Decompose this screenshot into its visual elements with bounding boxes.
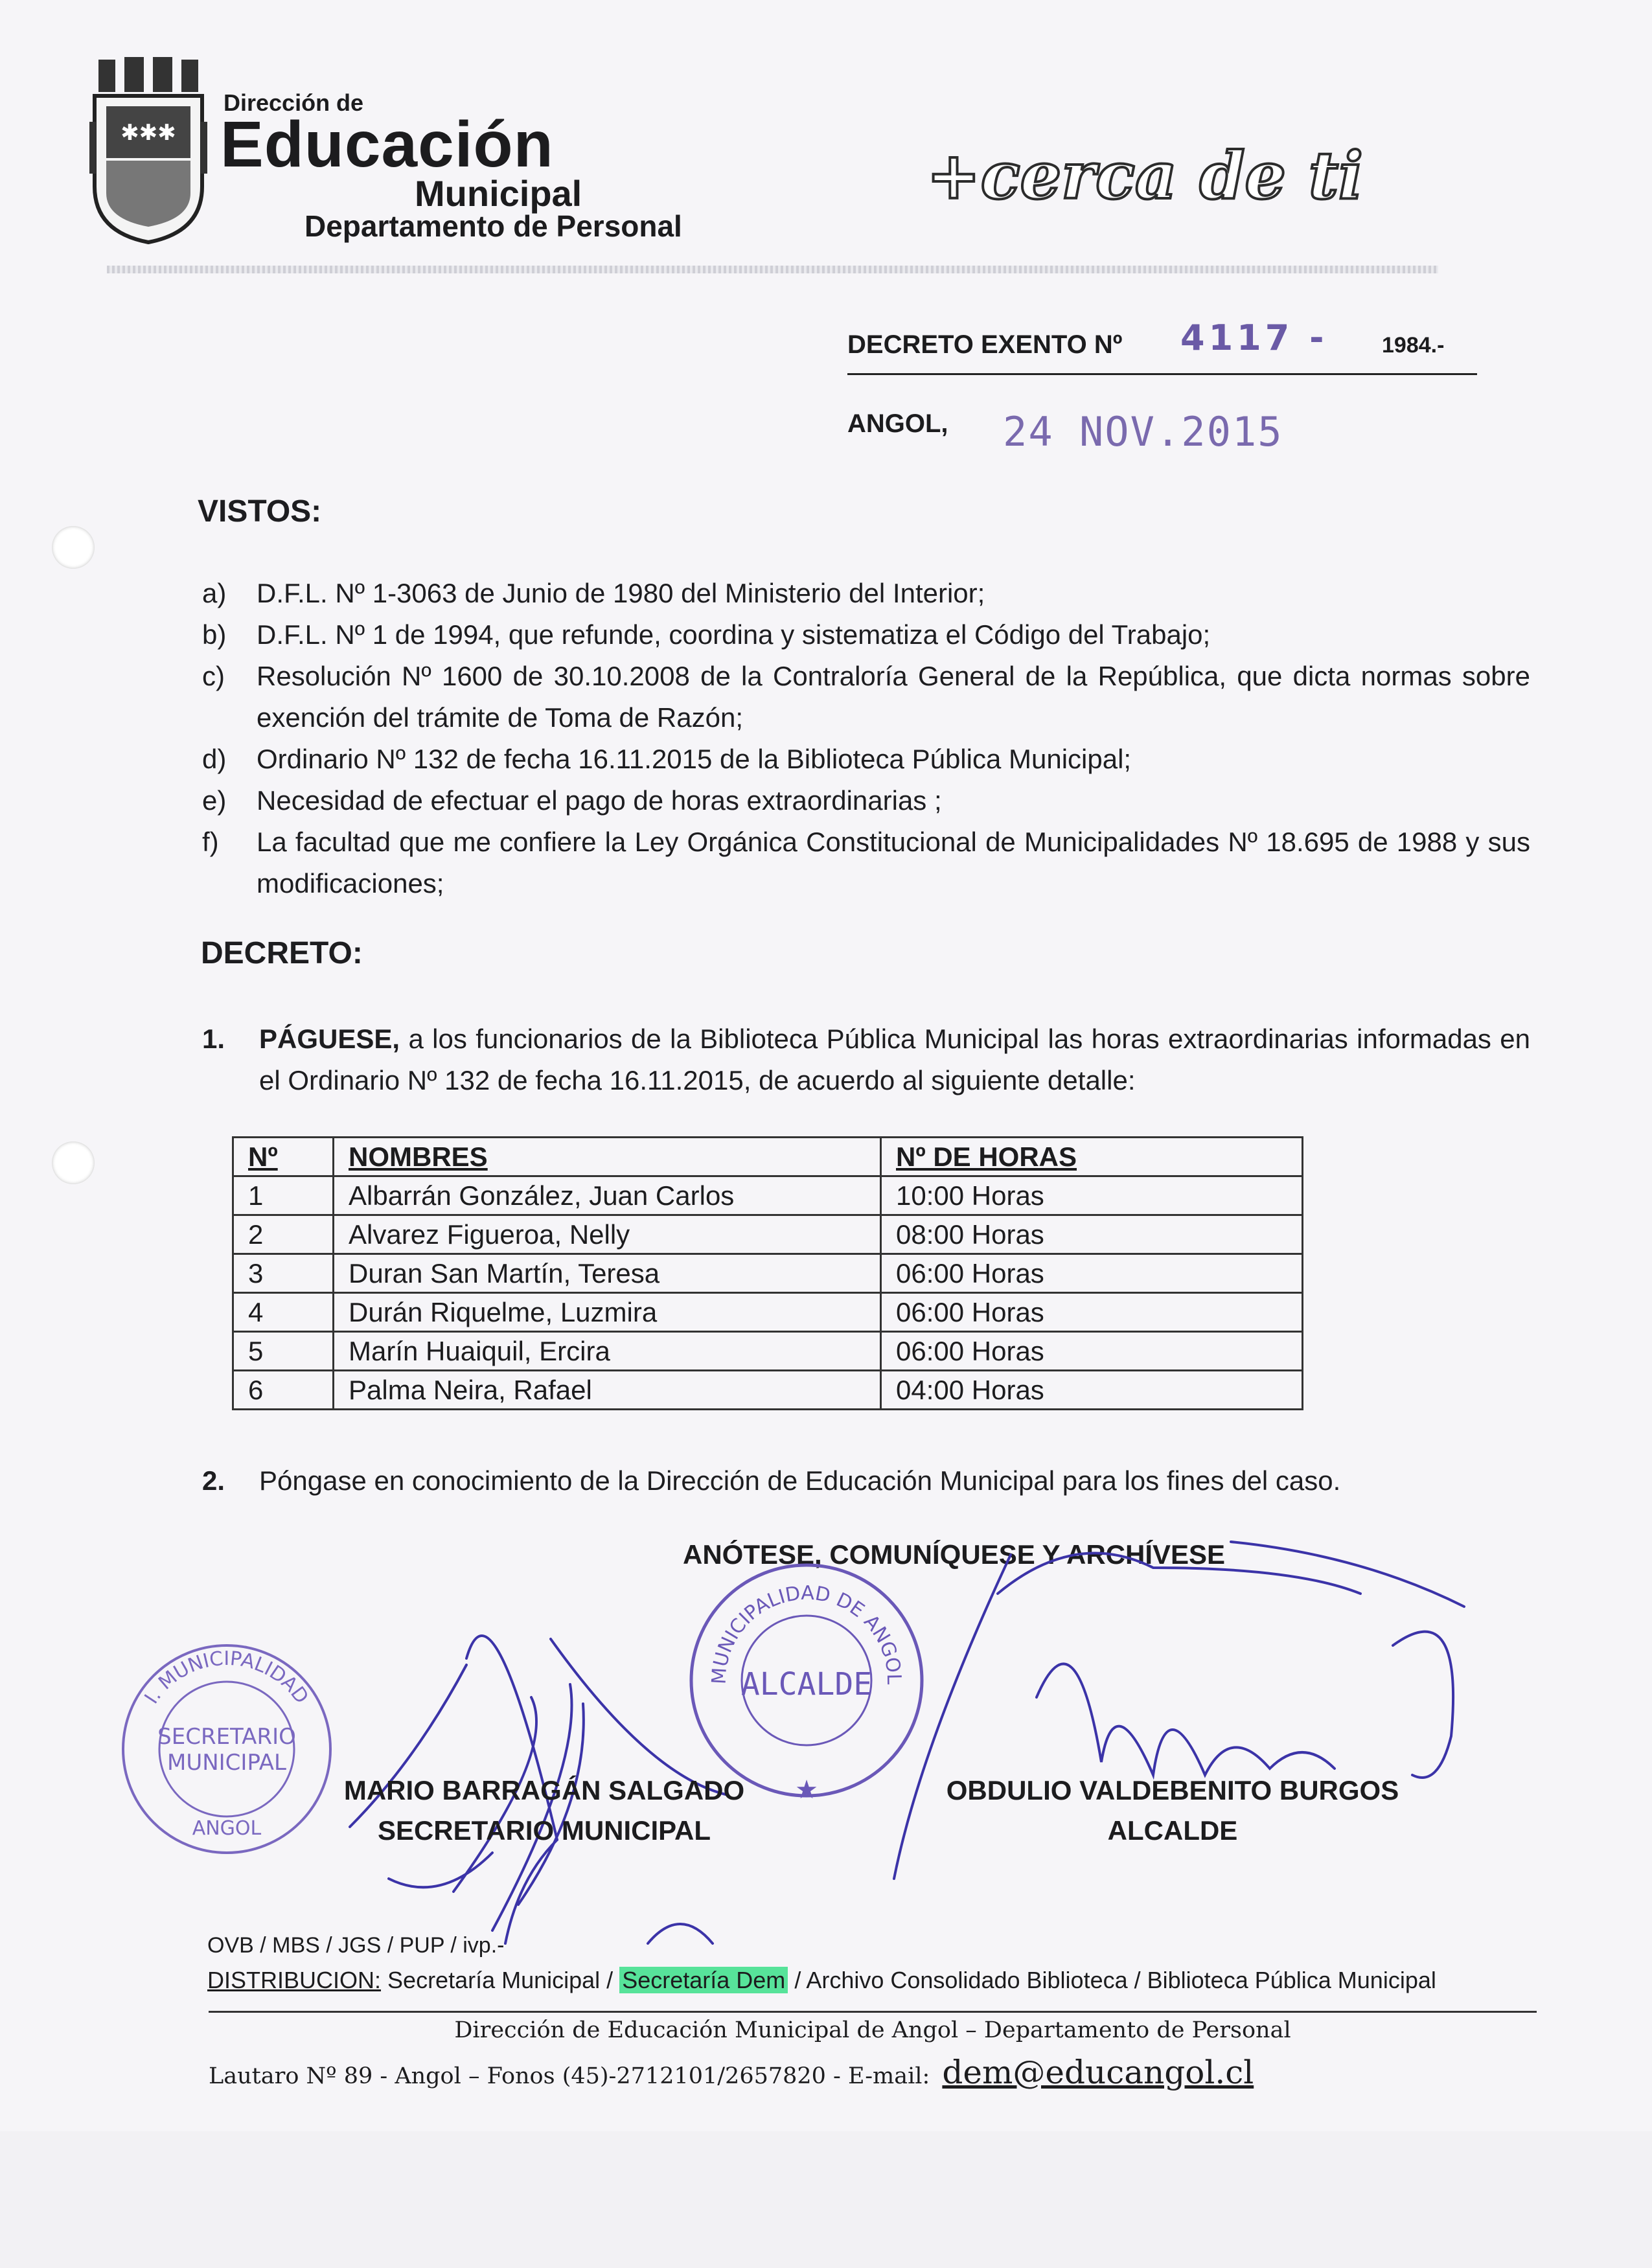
item-text: Ordinario Nº 132 de fecha 16.11.2015 de la Biblioteca Pública Municipal; (257, 744, 1132, 774)
punch-hole (52, 1141, 95, 1184)
table-row (233, 1176, 1303, 1215)
closing-formula: ANÓTESE, COMUNÍQUESE Y ARCHÍVESE (683, 1539, 1226, 1570)
responsible-initials: OVB / MBS / JGS / PUP / ivp.- (207, 1933, 505, 1958)
table-row (233, 1254, 1303, 1293)
distribution-text: / Archivo Consolidado Biblioteca / Biblioteca Pública Municipal (794, 1967, 1436, 1993)
table-row (233, 1332, 1303, 1371)
table-cell: 6 (233, 1371, 334, 1410)
table-cell: Albarrán González, Juan Carlos (334, 1176, 881, 1215)
item-letter: e) (202, 785, 227, 816)
table-cell: 10:00 Horas (881, 1176, 1303, 1215)
mayor-title: ALCALDE (1107, 1815, 1238, 1846)
decreto-item-1 (202, 1018, 1530, 1101)
seal-center-line: MUNICIPAL (167, 1750, 286, 1776)
decree-year: 1984.- (1382, 333, 1445, 358)
item-keyword: PÁGUESE, (259, 1024, 400, 1054)
municipal-crest-logo (89, 57, 207, 245)
seal-ring-text: I. MUNICIPALIDAD (140, 1647, 313, 1708)
seal-ring-text: MUNICIPALIDAD DE ANGOL (707, 1581, 906, 1685)
table-cell: Marín Huaiquil, Ercira (334, 1332, 881, 1371)
table-header-row (233, 1138, 1303, 1176)
table-row (233, 1371, 1303, 1410)
secretary-title: SECRETARIO MUNICIPAL (377, 1815, 711, 1846)
table-row (233, 1215, 1303, 1254)
header-line-direccion: Dirección de (224, 89, 364, 116)
item-text: Necesidad de efectuar el pago de horas extraordinarias ; (257, 785, 942, 816)
item-number: 1. (202, 1024, 225, 1054)
column-header: NOMBRES (334, 1138, 881, 1176)
item-letter: d) (202, 744, 227, 774)
list-item (202, 614, 1530, 656)
vistos-heading: VISTOS: (198, 494, 322, 529)
item-letter: a) (202, 578, 227, 608)
table-cell: 2 (233, 1215, 334, 1254)
header-divider (107, 266, 1438, 273)
footer-address: Lautaro Nº 89 - Angol – Fonos (45)-2712101/2657820 - E-mail: (209, 2063, 930, 2089)
list-item (202, 656, 1530, 739)
item-letter: f) (202, 827, 219, 857)
table-cell: 3 (233, 1254, 334, 1293)
seal-bottom-text: ANGOL (192, 1817, 262, 1840)
header-line-departamento: Departamento de Personal (304, 209, 682, 243)
table-cell: Duran San Martín, Teresa (334, 1254, 881, 1293)
secretary-name: MARIO BARRAGÁN SALGADO (343, 1775, 745, 1805)
item-letter: c) (202, 661, 225, 691)
item-number: 2. (202, 1465, 225, 1496)
decreto-item-2 (202, 1460, 1530, 1502)
table-cell: 06:00 Horas (881, 1332, 1303, 1371)
slogan-logo: +cerca de ti (926, 137, 1364, 214)
seal-center-text: ALCALDE (740, 1666, 873, 1702)
item-text: Póngase en conocimiento de la Dirección de Educación Municipal para los fines del caso. (259, 1465, 1341, 1496)
seal-center-line: SECRETARIO (157, 1724, 296, 1750)
distribution-highlight: Secretaría Dem (619, 1967, 788, 1993)
item-text: Resolución Nº 1600 de 30.10.2008 de la Contraloría General de la República, que dicta normas sobre exención del trámite de Toma de Razón; (257, 661, 1530, 733)
footer-institution: Dirección de Educación Municipal de Angol – Departamento de Personal (454, 2017, 1291, 2043)
item-text: D.F.L. Nº 1-3063 de Junio de 1980 del Ministerio del Interior; (257, 578, 985, 608)
place-label: ANGOL, (847, 409, 948, 438)
table-cell: 04:00 Horas (881, 1371, 1303, 1410)
table-cell: Palma Neira, Rafael (334, 1371, 881, 1410)
table-cell: Durán Riquelme, Luzmira (334, 1293, 881, 1332)
svg-text:I. MUNICIPALIDAD (141, 1647, 313, 1708)
footer-email: dem@educangol.cl (942, 2054, 1254, 2091)
item-text: D.F.L. Nº 1 de 1994, que refunde, coordina y sistematiza el Código del Trabajo; (257, 619, 1211, 650)
distribution-text: Secretaría Municipal / (387, 1967, 614, 1993)
list-item (202, 821, 1530, 904)
distribution-line (207, 1967, 1436, 1994)
svg-text:★: ★ (795, 1775, 818, 1805)
table-cell: 1 (233, 1176, 334, 1215)
decreto-heading: DECRETO: (201, 936, 363, 970)
header-line-educacion: Educación (220, 108, 554, 181)
list-item (202, 739, 1530, 780)
table-cell: 5 (233, 1332, 334, 1371)
mayor-name: OBDULIO VALDEBENITO BURGOS (946, 1775, 1399, 1805)
overtime-table (232, 1136, 1303, 1410)
header-line-municipal: Municipal (415, 173, 582, 214)
decree-number-stamp: 4117 - (1180, 317, 1328, 358)
table-row (233, 1293, 1303, 1332)
footer-divider (209, 2011, 1537, 2013)
list-item (202, 573, 1530, 614)
table-cell: Alvarez Figueroa, Nelly (334, 1215, 881, 1254)
table-cell: 08:00 Horas (881, 1215, 1303, 1254)
column-header: Nº (233, 1138, 334, 1176)
list-item (202, 780, 1530, 821)
table-cell: 06:00 Horas (881, 1293, 1303, 1332)
distribution-label: DISTRIBUCION: (207, 1967, 382, 1993)
svg-text:✱✱✱: ✱✱✱ (120, 120, 176, 146)
date-stamp: 24 NOV.2015 (1003, 408, 1283, 455)
table-cell: 4 (233, 1293, 334, 1332)
column-header: Nº DE HORAS (881, 1138, 1303, 1176)
item-text: a los funcionarios de la Biblioteca Pública Municipal las horas extraordinarias informadas en el Ordinario Nº 132 de fecha 16.11.2015, de acuerdo al siguiente detalle: (259, 1024, 1530, 1095)
decree-label: DECRETO EXENTO Nº (847, 330, 1123, 359)
vistos-list (202, 573, 1530, 904)
footer-contact (209, 2054, 1254, 2091)
punch-hole (52, 526, 95, 569)
decree-underline (847, 373, 1477, 375)
item-letter: b) (202, 619, 227, 650)
item-text: La facultad que me confiere la Ley Orgánica Constitucional de Municipalidades Nº 18.695 de 1988 y sus modificaciones; (257, 827, 1530, 899)
table-cell: 06:00 Horas (881, 1254, 1303, 1293)
